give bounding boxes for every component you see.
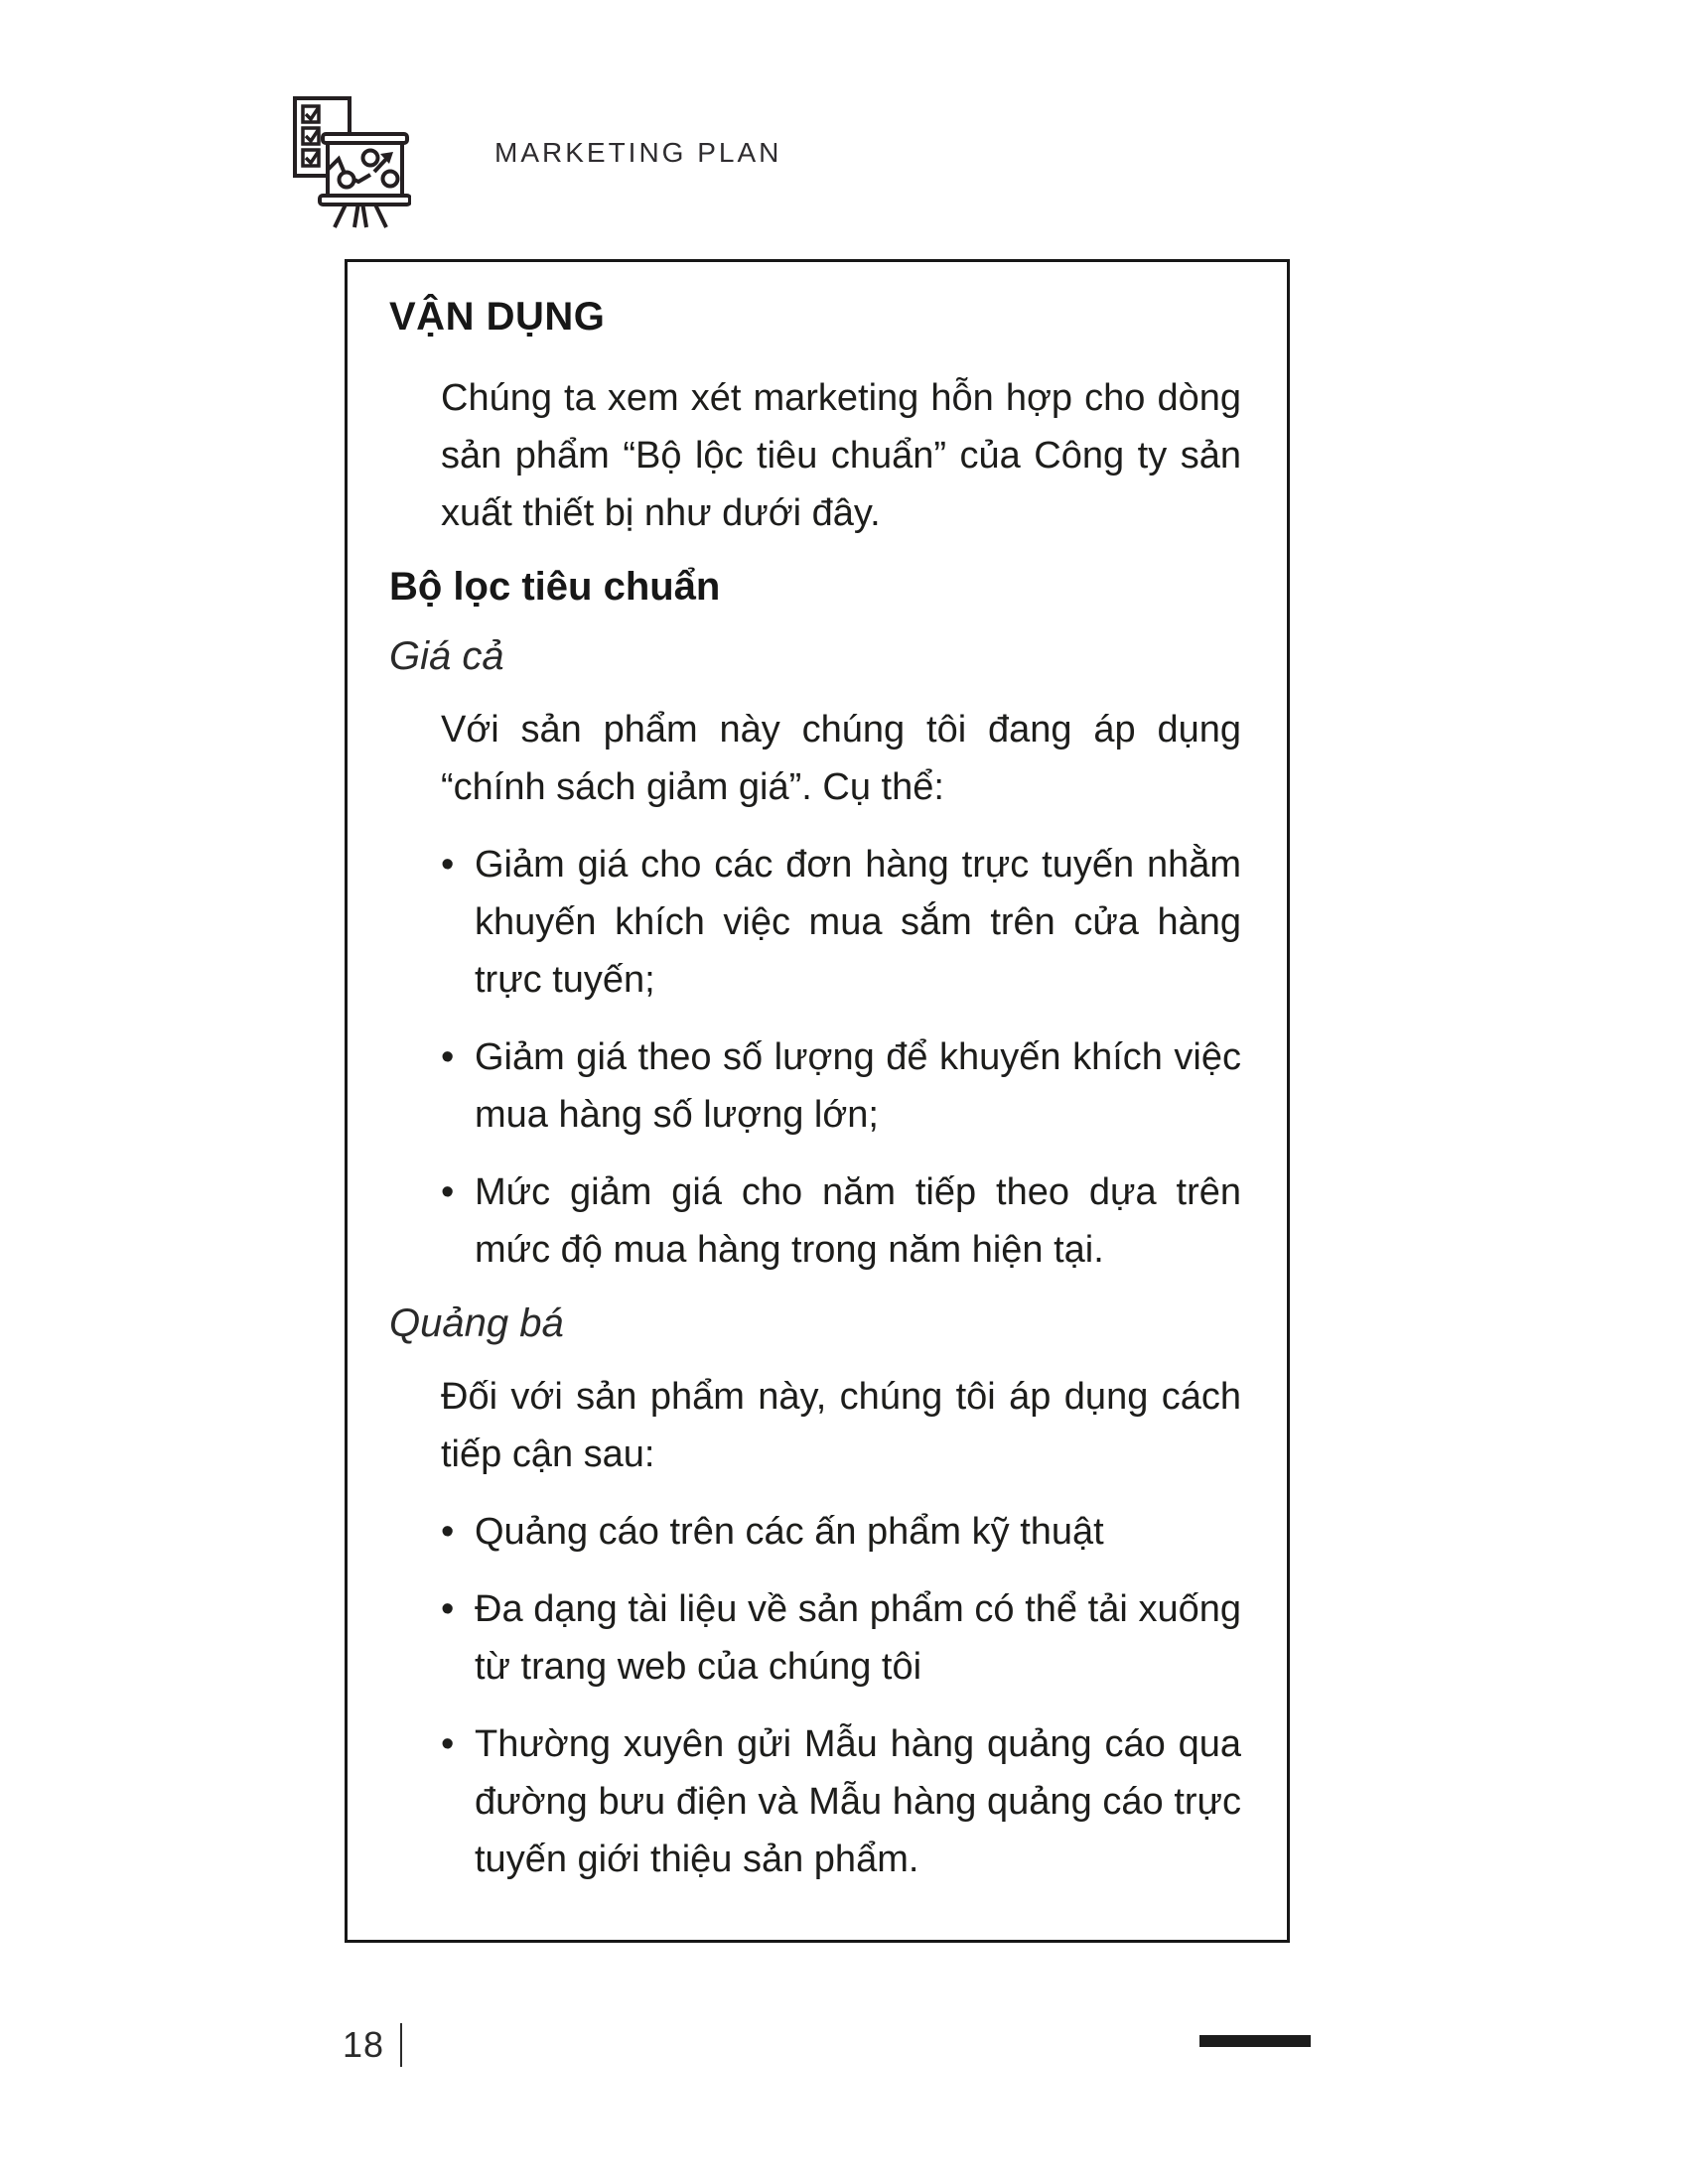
footer-accent-bar (1199, 2035, 1311, 2047)
list-item (441, 1580, 1241, 1696)
bullet-icon: • (441, 1723, 455, 1765)
bullet-text: Mức giảm giá cho năm tiếp theo dựa trên mức độ mua hàng trong năm hiện tại. (475, 1171, 1241, 1271)
promotion-bullet-list (441, 1503, 1241, 1888)
list-item (441, 1503, 1241, 1561)
bullet-text: Thường xuyên gửi Mẫu hàng quảng cáo qua đường bưu điện và Mẫu hàng quảng cáo trực tuyến giới thiệu sản phẩm. (475, 1723, 1241, 1880)
promotion-section-heading: Quảng bá (389, 1301, 564, 1345)
price-section-heading: Giá cả (389, 634, 504, 678)
footer-page-number-group (343, 2023, 402, 2067)
bullet-text: Quảng cáo trên các ấn phẩm kỹ thuật (475, 1511, 1104, 1553)
box-heading: VẬN DỤNG (389, 295, 606, 339)
list-item (441, 1028, 1241, 1144)
bullet-text: Giảm giá theo số lượng để khuyến khích việc mua hàng số lượng lớn; (475, 1036, 1241, 1136)
page-number: 18 (343, 2024, 385, 2065)
list-item (441, 836, 1241, 1009)
bullet-icon: • (441, 844, 455, 886)
bullet-text: Đa dạng tài liệu về sản phẩm có thể tải xuống từ trang web của chúng tôi (475, 1588, 1241, 1688)
price-bullet-list (441, 836, 1241, 1279)
box-intro-paragraph: Chúng ta xem xét marketing hỗn hợp cho dòng sản phẩm “Bộ lộc tiêu chuẩn” của Công ty sản xuất thiết bị như dưới đây. (441, 377, 1241, 534)
header-title: MARKETING PLAN (494, 137, 782, 168)
list-item (441, 1163, 1241, 1279)
presentation-board-checklist-icon (290, 91, 411, 230)
page-number-divider (400, 2023, 402, 2067)
van-dung-callout-box (345, 259, 1290, 1943)
product-heading: Bộ lọc tiêu chuẩn (389, 565, 721, 609)
bullet-icon: • (441, 1171, 455, 1213)
bullet-icon: • (441, 1036, 455, 1078)
list-item (441, 1715, 1241, 1888)
promotion-intro-paragraph: Đối với sản phẩm này, chúng tôi áp dụng cách tiếp cận sau: (441, 1376, 1241, 1475)
bullet-icon: • (441, 1588, 455, 1630)
bullet-icon: • (441, 1511, 455, 1553)
price-intro-paragraph: Với sản phẩm này chúng tôi đang áp dụng “chính sách giảm giá”. Cụ thể: (441, 709, 1241, 808)
bullet-text: Giảm giá cho các đơn hàng trực tuyến nhằm khuyến khích việc mua sắm trên cửa hàng trực tuyến; (475, 844, 1241, 1001)
